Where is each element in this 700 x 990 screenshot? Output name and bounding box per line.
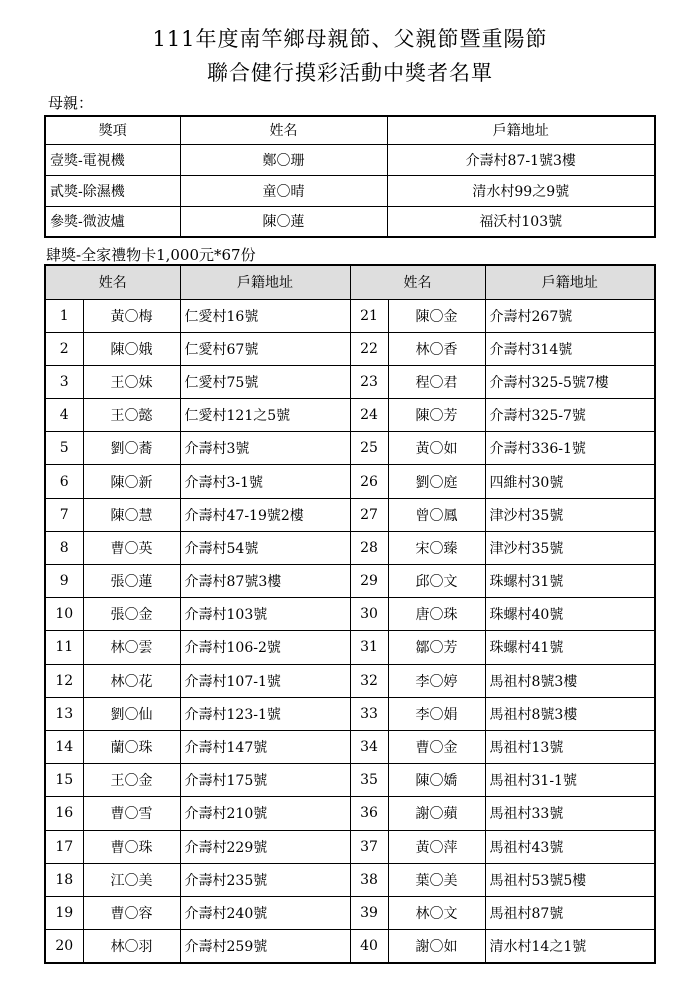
- table-row: [45, 465, 655, 498]
- winner-name-left: 江〇美: [83, 863, 180, 896]
- winners-table-header: [45, 265, 655, 299]
- winner-name-left: 王〇懿: [83, 399, 180, 432]
- winner-address-right: 馬祖村53號5樓: [485, 863, 655, 896]
- winner-address-right: 馬祖村33號: [485, 797, 655, 830]
- table-row: [45, 432, 655, 465]
- winner-name-right: 葉〇美: [388, 863, 485, 896]
- winner-name-left: 張〇蓮: [83, 565, 180, 598]
- winner-name-right: 林〇文: [388, 896, 485, 929]
- winner-address-right: 介壽村325-7號: [485, 399, 655, 432]
- row-number-right: 27: [350, 498, 388, 531]
- table-row: [45, 332, 655, 365]
- header-name-left: 姓名: [45, 265, 180, 299]
- winner-address-left: 介壽村103號: [180, 598, 350, 631]
- winner-name-left: 張〇金: [83, 598, 180, 631]
- winner-address-right: 珠螺村40號: [485, 598, 655, 631]
- row-number-left: 16: [45, 797, 83, 830]
- winner-name-right: 程〇君: [388, 365, 485, 398]
- row-number-right: 31: [350, 631, 388, 664]
- table-row: [45, 144, 655, 175]
- table-row: [45, 206, 655, 237]
- row-number-left: 14: [45, 730, 83, 763]
- winner-name-left: 王〇金: [83, 764, 180, 797]
- table-row: [45, 598, 655, 631]
- winners-table-body: [45, 299, 655, 963]
- table-row: [45, 565, 655, 598]
- name-cell: 童〇晴: [180, 175, 387, 206]
- winner-name-left: 陳〇新: [83, 465, 180, 498]
- fourth-prize-label: 肆獎-全家禮物卡1,000元*67份: [46, 246, 256, 264]
- winner-name-left: 林〇羽: [83, 930, 180, 963]
- row-number-right: 29: [350, 565, 388, 598]
- table-row: [45, 863, 655, 896]
- name-cell: 陳〇蓮: [180, 206, 387, 237]
- row-number-left: 20: [45, 930, 83, 963]
- winner-address-left: 仁愛村67號: [180, 332, 350, 365]
- row-number-left: 18: [45, 863, 83, 896]
- row-number-left: 7: [45, 498, 83, 531]
- winner-name-right: 李〇娟: [388, 697, 485, 730]
- table-row: [45, 664, 655, 697]
- row-number-left: 11: [45, 631, 83, 664]
- table-row: [45, 830, 655, 863]
- table-row: [45, 797, 655, 830]
- winner-address-right: 馬祖村43號: [485, 830, 655, 863]
- winner-name-right: 宋〇臻: [388, 531, 485, 564]
- table-row: [45, 697, 655, 730]
- winner-name-left: 林〇花: [83, 664, 180, 697]
- winner-address-right: 馬祖村31-1號: [485, 764, 655, 797]
- row-number-right: 25: [350, 432, 388, 465]
- table-row: [45, 531, 655, 564]
- row-number-left: 9: [45, 565, 83, 598]
- winner-address-right: 四維村30號: [485, 465, 655, 498]
- winner-name-left: 劉〇蕎: [83, 432, 180, 465]
- winner-name-right: 曹〇金: [388, 730, 485, 763]
- row-number-left: 19: [45, 896, 83, 929]
- row-number-right: 35: [350, 764, 388, 797]
- document-subtitle: 聯合健行摸彩活動中獎者名單: [207, 61, 493, 85]
- row-number-left: 5: [45, 432, 83, 465]
- winner-address-right: 珠螺村31號: [485, 565, 655, 598]
- row-number-left: 12: [45, 664, 83, 697]
- row-number-left: 8: [45, 531, 83, 564]
- winner-address-right: 津沙村35號: [485, 531, 655, 564]
- winner-name-left: 曹〇珠: [83, 830, 180, 863]
- winner-name-left: 劉〇仙: [83, 697, 180, 730]
- winner-name-left: 蘭〇珠: [83, 730, 180, 763]
- winner-address-left: 介壽村235號: [180, 863, 350, 896]
- row-number-left: 13: [45, 697, 83, 730]
- winner-address-left: 介壽村3-1號: [180, 465, 350, 498]
- name-cell: 鄭〇珊: [180, 144, 387, 175]
- winner-address-right: 馬祖村8號3樓: [485, 697, 655, 730]
- winner-address-left: 介壽村240號: [180, 896, 350, 929]
- row-number-right: 40: [350, 930, 388, 963]
- row-number-left: 2: [45, 332, 83, 365]
- row-number-right: 24: [350, 399, 388, 432]
- winner-address-right: 馬祖村87號: [485, 896, 655, 929]
- row-number-right: 26: [350, 465, 388, 498]
- winner-address-left: 介壽村147號: [180, 730, 350, 763]
- winner-name-right: 謝〇蘋: [388, 797, 485, 830]
- winner-address-right: 介壽村267號: [485, 299, 655, 332]
- winner-name-left: 黃〇梅: [83, 299, 180, 332]
- winner-address-right: 清水村14之1號: [485, 930, 655, 963]
- winner-name-left: 曹〇英: [83, 531, 180, 564]
- winner-address-left: 介壽村87號3樓: [180, 565, 350, 598]
- table-row: [45, 764, 655, 797]
- winner-name-left: 林〇雲: [83, 631, 180, 664]
- address-cell: 福沃村103號: [387, 206, 655, 237]
- winner-address-left: 介壽村54號: [180, 531, 350, 564]
- row-number-right: 37: [350, 830, 388, 863]
- header-address-right: 戶籍地址: [485, 265, 655, 299]
- winner-address-left: 介壽村210號: [180, 797, 350, 830]
- winner-name-right: 唐〇珠: [388, 598, 485, 631]
- winner-name-right: 陳〇金: [388, 299, 485, 332]
- row-number-left: 15: [45, 764, 83, 797]
- winner-address-left: 介壽村175號: [180, 764, 350, 797]
- header-name: 姓名: [180, 116, 387, 144]
- winner-name-right: 邱〇文: [388, 565, 485, 598]
- fourth-prize-winners-table: [44, 264, 656, 964]
- winner-name-right: 劉〇庭: [388, 465, 485, 498]
- row-number-right: 38: [350, 863, 388, 896]
- winner-address-left: 介壽村47-19號2樓: [180, 498, 350, 531]
- table-row: [45, 399, 655, 432]
- row-number-left: 10: [45, 598, 83, 631]
- winner-name-right: 黃〇如: [388, 432, 485, 465]
- row-number-right: 39: [350, 896, 388, 929]
- winner-address-right: 介壽村314號: [485, 332, 655, 365]
- table-row: [45, 631, 655, 664]
- winner-name-right: 黃〇萍: [388, 830, 485, 863]
- mother-section-label: 母親：: [48, 94, 94, 112]
- winner-address-left: 介壽村259號: [180, 930, 350, 963]
- winner-address-right: 介壽村325-5號7樓: [485, 365, 655, 398]
- winner-address-left: 仁愛村121之5號: [180, 399, 350, 432]
- header-address: 戶籍地址: [387, 116, 655, 144]
- table-row: [45, 896, 655, 929]
- header-address-left: 戶籍地址: [180, 265, 350, 299]
- winner-address-left: 仁愛村16號: [180, 299, 350, 332]
- address-cell: 介壽村87-1號3樓: [387, 144, 655, 175]
- award-cell: 參獎-微波爐: [45, 206, 180, 237]
- winner-address-left: 介壽村107-1號: [180, 664, 350, 697]
- winner-name-left: 陳〇慧: [83, 498, 180, 531]
- table-row: [45, 498, 655, 531]
- award-cell: 貳獎-除濕機: [45, 175, 180, 206]
- winner-name-right: 陳〇芳: [388, 399, 485, 432]
- row-number-left: 1: [45, 299, 83, 332]
- row-number-right: 22: [350, 332, 388, 365]
- row-number-right: 32: [350, 664, 388, 697]
- winner-name-right: 林〇香: [388, 332, 485, 365]
- row-number-left: 6: [45, 465, 83, 498]
- address-cell: 清水村99之9號: [387, 175, 655, 206]
- winner-name-left: 曹〇容: [83, 896, 180, 929]
- winner-address-right: 介壽村336-1號: [485, 432, 655, 465]
- row-number-left: 17: [45, 830, 83, 863]
- table-row: [45, 175, 655, 206]
- winner-name-left: 王〇妹: [83, 365, 180, 398]
- table-row: [45, 365, 655, 398]
- winner-address-right: 馬祖村13號: [485, 730, 655, 763]
- winner-address-right: 珠螺村41號: [485, 631, 655, 664]
- row-number-right: 30: [350, 598, 388, 631]
- winner-address-left: 介壽村3號: [180, 432, 350, 465]
- prize-table-header: [45, 116, 655, 144]
- table-row: [45, 299, 655, 332]
- header-award: 獎項: [45, 116, 180, 144]
- winner-name-right: 鄒〇芳: [388, 631, 485, 664]
- award-cell: 壹獎-電視機: [45, 144, 180, 175]
- winner-address-right: 津沙村35號: [485, 498, 655, 531]
- winner-address-left: 介壽村229號: [180, 830, 350, 863]
- winner-name-right: 李〇婷: [388, 664, 485, 697]
- row-number-right: 34: [350, 730, 388, 763]
- winner-address-left: 介壽村106-2號: [180, 631, 350, 664]
- winner-name-left: 陳〇娥: [83, 332, 180, 365]
- row-number-left: 4: [45, 399, 83, 432]
- table-row: [45, 930, 655, 963]
- header-name-right: 姓名: [350, 265, 485, 299]
- winner-address-right: 馬祖村8號3樓: [485, 664, 655, 697]
- winner-name-right: 謝〇如: [388, 930, 485, 963]
- row-number-left: 3: [45, 365, 83, 398]
- winner-address-left: 仁愛村75號: [180, 365, 350, 398]
- winner-name-left: 曹〇雪: [83, 797, 180, 830]
- row-number-right: 23: [350, 365, 388, 398]
- row-number-right: 28: [350, 531, 388, 564]
- row-number-right: 33: [350, 697, 388, 730]
- table-row: [45, 730, 655, 763]
- winner-name-right: 陳〇嬌: [388, 764, 485, 797]
- row-number-right: 21: [350, 299, 388, 332]
- top-prize-table: [44, 115, 656, 238]
- row-number-right: 36: [350, 797, 388, 830]
- document-title: 111年度南竿鄉母親節、父親節暨重陽節: [152, 27, 548, 51]
- winner-address-left: 介壽村123-1號: [180, 697, 350, 730]
- winner-name-right: 曾〇鳳: [388, 498, 485, 531]
